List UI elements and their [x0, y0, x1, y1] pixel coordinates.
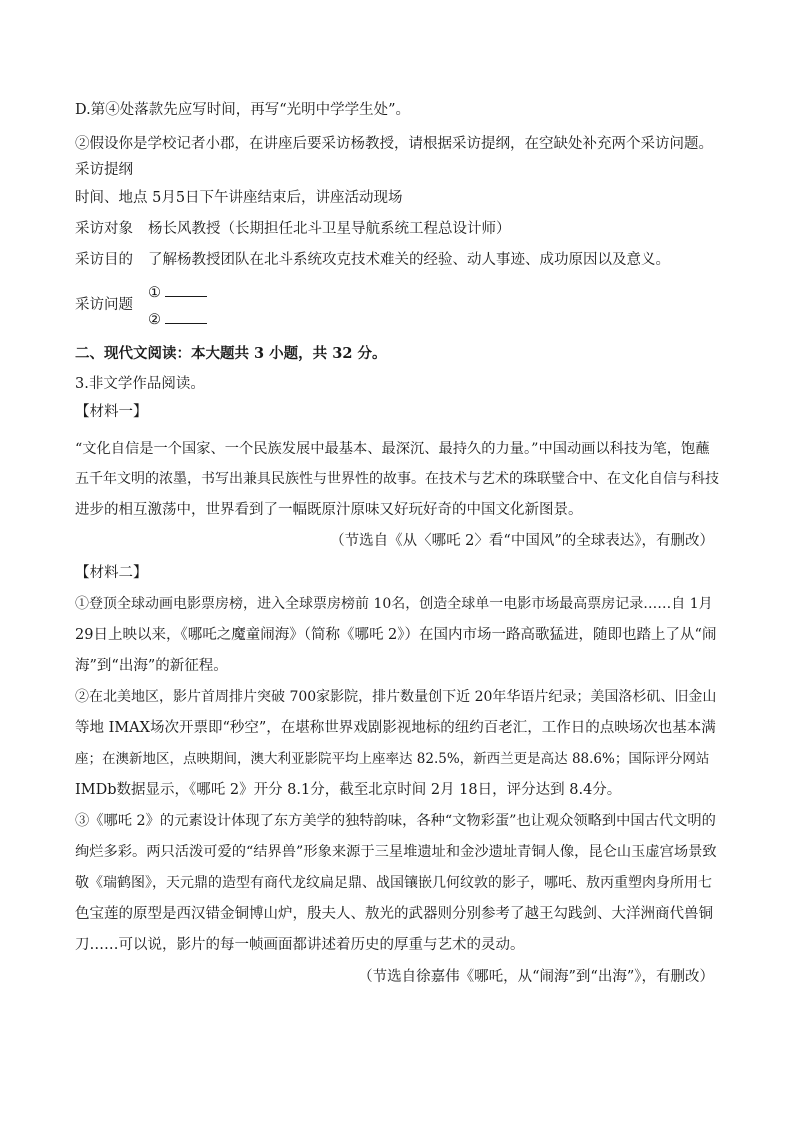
material-2-line: ②在北美地区，影片首周排片突破 700家影院，排片数量创下近 20年华语片纪录；美国洛杉矶、旧金山 — [75, 689, 717, 705]
material-2-line: 等地 IMAX场次开票即“秒空”，在堪称世界戏剧影视地标的纽约百老汇，工作日的点映场次也基本满 — [75, 720, 716, 736]
material-2-line: ③《哪吒 2》的元素设计体现了东方美学的独特韵味，各种“文物彩蛋”也让观众领略到中国古代文明的 — [75, 813, 716, 829]
material-1-line: 进步的相互激荡中，世界看到了一幅既原汁原味又好玩好奇的中国文化新图景。 — [75, 502, 583, 518]
material-1-line: “文化自信是一个国家、一个民族发展中最基本、最深沉、最持久的力量。”中国动画以科技为笔，饱蘸 — [75, 441, 710, 457]
material-2-line: 敬《瑞鹤图》，天元鼎的造型有商代龙纹扁足鼎、战国镶嵌几何纹敦的影子，哪吒、敖丙重塑肉身所用七 — [75, 875, 712, 891]
outline-purpose-value: 了解杨教授团队在北斗系统攻克技术难关的经验、动人事迹、成功原因以及意义。 — [148, 252, 670, 268]
material-2-label: 【材料二】 — [75, 565, 148, 581]
question-1-row — [148, 282, 207, 303]
outline-purpose-label: 采访目的 — [75, 252, 133, 268]
outline-target-value: 杨长风教授（长期担任北斗卫星导航系统工程总设计师） — [148, 221, 511, 237]
outline-questions-label: 采访问题 — [75, 297, 133, 313]
outline-title: 采访提纲 — [75, 162, 133, 178]
question-2-row — [148, 309, 207, 330]
material-2-line: 29日上映以来，《哪吒之魔童闹海》（简称《哪吒 2》）在国内市场一路高歌猛进，随即也踏上了从“闹 — [75, 627, 717, 643]
question-1-mark: ① — [148, 285, 161, 301]
material-2-line: 色宝莲的原型是西汉错金铜博山炉，殷夫人、敖光的武器则分别参考了越王勾践剑、大洋洲商代兽铜 — [75, 906, 713, 922]
material-2-line: IMDb数据显示，《哪吒 2》开分 8.1分，截至北京时间 2月 18日，评分达到 8.4分。 — [75, 782, 622, 798]
material-2-line: 座；在澳新地区，点映期间，澳大利亚影院平均上座率达 82.5%，新西兰更是高达 88.6%；国际评分网站 — [75, 751, 710, 767]
option-d: D.第④处落款先应写时间，再写“光明中学学生处”。 — [75, 102, 411, 118]
material-1-source: （节选自《从〈哪吒 2〉看“中国风”的全球表达》，有删改） — [330, 533, 714, 549]
material-2-line: 绚烂多彩。两只活泼可爱的“结界兽”形象来源于三星堆遗址和金沙遗址青铜人像，昆仑山玉虚宫场景致 — [75, 844, 717, 860]
material-1-line: 五千年文明的浓墨，书写出兼具民族性与世界性的故事。在技术与艺术的珠联璧合中、在文化自信与科技 — [75, 471, 719, 487]
material-2-source: （节选自徐嘉伟《哪吒，从“闹海”到“出海”》，有删改） — [358, 969, 714, 985]
question-3-heading: 3.非文学作品阅读。 — [75, 376, 205, 392]
section-heading: 二、现代文阅读：本大题共 3 小题，共 32 分。 — [75, 345, 387, 362]
outline-time-place: 时间、地点 5月5日下午讲座结束后，讲座活动现场 — [75, 190, 403, 206]
material-2-line: 刀……可以说，影片的每一帧画面都讲述着历史的厚重与艺术的灵动。 — [75, 937, 525, 953]
outline-target-label: 采访对象 — [75, 221, 133, 237]
material-1-label: 【材料一】 — [75, 404, 148, 420]
question-1-blank[interactable] — [165, 282, 207, 297]
material-2-line: ①登顶全球动画电影票房榜，进入全球票房榜前 10名，创造全球单一电影市场最高票房记录……自 1月 — [75, 596, 713, 612]
question-2-prompt: ②假设你是学校记者小郡，在讲座后要采访杨教授，请根据采访提纲，在空缺处补充两个采访问题。 — [75, 136, 713, 152]
question-2-blank[interactable] — [165, 309, 207, 324]
question-2-mark: ② — [148, 312, 161, 328]
material-2-line: 海”到“出海”的新征程。 — [75, 658, 228, 674]
